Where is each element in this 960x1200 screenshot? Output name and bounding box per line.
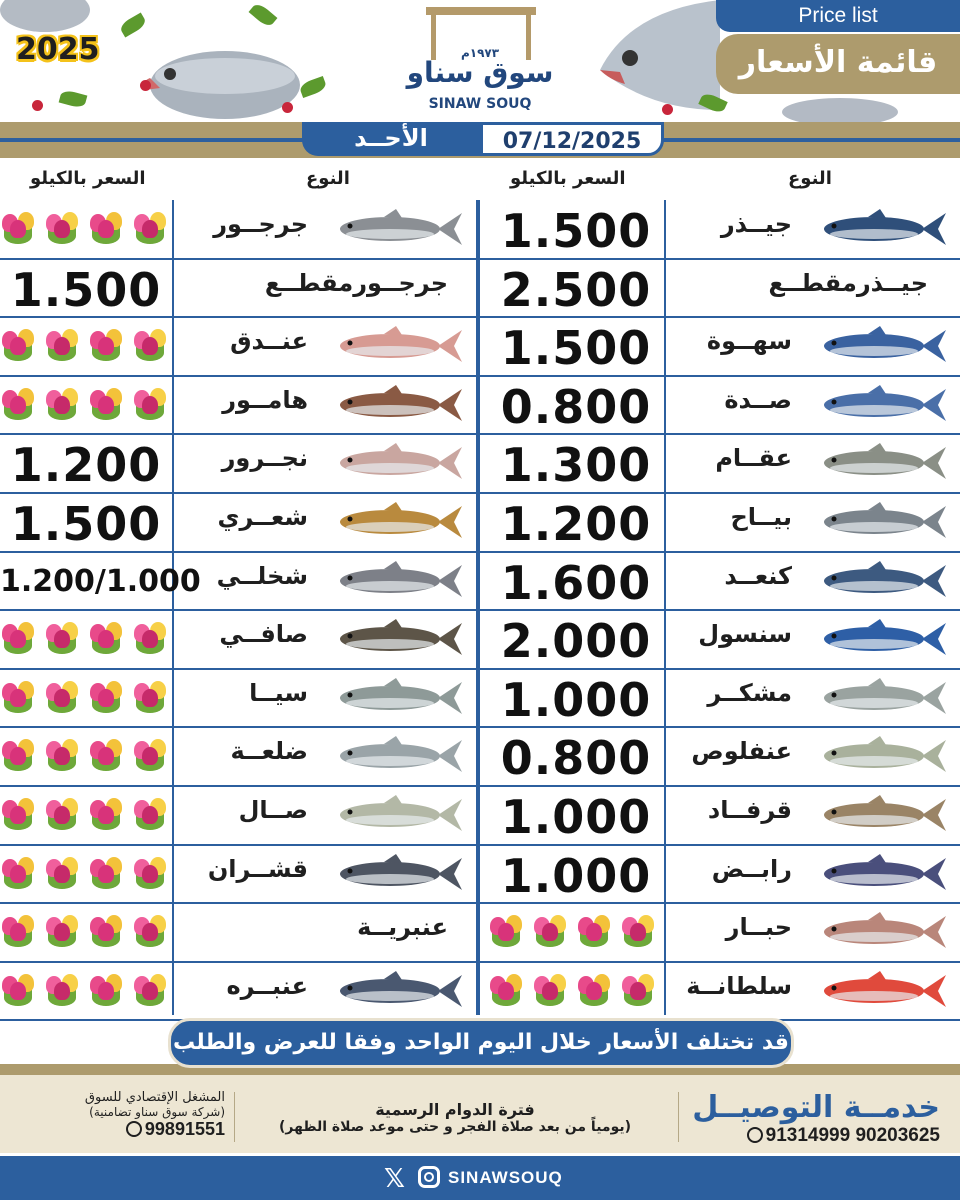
not-available-flowers	[488, 913, 656, 949]
price-value: 0.800	[500, 731, 652, 786]
right-table-row	[480, 317, 960, 375]
fish-icon	[334, 500, 464, 544]
fish-name: حبــار	[725, 913, 792, 942]
fish-name: مشكــر	[707, 678, 792, 707]
fish-name: جرجــورمقطــع	[264, 268, 448, 297]
flower-petal	[586, 982, 602, 1000]
fish-name: عنفلوص	[691, 737, 792, 766]
price-notice: قد تختلف الأسعار خلال اليوم الواحد وفقا للعرض والطلب	[168, 1018, 794, 1068]
flower-petal	[142, 865, 158, 883]
flower-petal	[98, 630, 114, 648]
social-bar	[0, 1156, 960, 1200]
fish-icon	[334, 441, 464, 485]
not-available-flowers	[0, 210, 168, 246]
not-available-flowers	[0, 679, 168, 715]
right-table-row	[480, 903, 960, 961]
right-table-row	[480, 962, 960, 1020]
operator-company: (شركة سوق سناو تضامنية)	[89, 1105, 225, 1119]
fish-icon	[334, 676, 464, 720]
flower-petal	[10, 689, 26, 707]
fish-image	[818, 852, 948, 900]
fish-icon	[818, 500, 948, 544]
fish-image	[818, 793, 948, 841]
fish-name: شخلــي	[216, 561, 308, 590]
flower-petal	[630, 982, 646, 1000]
flower-icon	[88, 796, 124, 832]
fish-name: سنسول	[698, 620, 792, 649]
fish-name: كنعــد	[724, 561, 792, 590]
price-value: 1.500	[500, 204, 652, 258]
flower-petal	[54, 982, 70, 1000]
flower-icon	[620, 972, 656, 1008]
delivery-section	[690, 1090, 940, 1147]
flower-icon	[44, 855, 80, 891]
operator-section	[20, 1090, 225, 1140]
hours-title: فترة الدوام الرسمية	[375, 1100, 535, 1119]
flower-petal	[98, 396, 114, 414]
flower-petal	[10, 396, 26, 414]
fish-name: نجــرور	[221, 444, 308, 473]
hours-detail: (يومياً من بعد صلاة الفجر و حتى موعد صلاة الظهر)	[278, 1119, 632, 1135]
right-price-header: السعر بالكيلو	[510, 168, 626, 189]
right-table-row	[480, 376, 960, 434]
left-table-row	[0, 317, 476, 375]
pepper-berry	[662, 104, 673, 115]
delivery-phones	[690, 1125, 940, 1147]
flower-icon	[44, 913, 80, 949]
flower-petal	[98, 865, 114, 883]
fish-name: صــدة	[724, 385, 792, 414]
fish-name: صــال	[238, 796, 308, 824]
flower-petal	[10, 630, 26, 648]
pepper-berry	[282, 102, 293, 113]
flower-petal	[142, 220, 158, 238]
right-table-row	[480, 786, 960, 844]
flower-petal	[586, 923, 602, 941]
not-available-flowers	[0, 386, 168, 422]
herb-leaf	[249, 1, 278, 28]
flower-petal	[98, 220, 114, 238]
flower-icon	[0, 620, 36, 656]
fish-name: بيــاح	[730, 503, 792, 531]
fish-image	[818, 910, 948, 958]
fish-icon	[334, 969, 464, 1013]
flower-icon	[88, 210, 124, 246]
left-table-row	[0, 259, 476, 317]
flower-petal	[142, 806, 158, 824]
herb-leaf	[59, 89, 88, 109]
flower-icon	[44, 327, 80, 363]
price-value: 1.500	[500, 321, 652, 376]
fish-image	[818, 559, 948, 607]
x-icon[interactable]: 𝕏	[384, 1164, 405, 1194]
flower-petal	[54, 747, 70, 765]
flower-icon	[132, 210, 168, 246]
price-value: 1.200	[500, 497, 652, 551]
flower-icon	[88, 620, 124, 656]
flower-petal	[10, 865, 26, 883]
fish-icon	[334, 324, 464, 368]
flower-petal	[542, 923, 558, 941]
fish-image	[818, 617, 948, 665]
flower-petal	[142, 747, 158, 765]
fish-image	[818, 383, 948, 431]
fish-icon	[818, 910, 948, 954]
left-table-row	[0, 903, 476, 961]
flower-icon	[0, 796, 36, 832]
price-value: 1.500	[10, 262, 162, 317]
flower-petal	[54, 396, 70, 414]
flower-icon	[44, 386, 80, 422]
flower-icon	[132, 327, 168, 363]
left-table-row	[0, 962, 476, 1020]
fish-name: سلطانــة	[686, 971, 792, 1000]
flower-petal	[98, 806, 114, 824]
flower-icon	[44, 620, 80, 656]
flower-icon	[532, 972, 568, 1008]
flower-icon	[88, 737, 124, 773]
flower-icon	[488, 972, 524, 1008]
fish-name: رابــض	[711, 854, 792, 883]
flower-petal	[54, 630, 70, 648]
flower-icon	[44, 737, 80, 773]
flower-icon	[576, 972, 612, 1008]
flower-petal	[542, 982, 558, 1000]
flower-petal	[54, 220, 70, 238]
flower-icon	[532, 913, 568, 949]
sinaw-souq-logo	[405, 8, 555, 116]
flower-petal	[98, 747, 114, 765]
fish-image	[818, 734, 948, 782]
flower-icon	[132, 913, 168, 949]
flower-petal	[630, 923, 646, 941]
fish-name: جيــذرمقطــع	[768, 268, 928, 297]
price-value: 1.200/1.000	[0, 563, 201, 599]
fish-name: عنبــره	[226, 971, 308, 1000]
fish-image	[334, 500, 464, 548]
left-table-row	[0, 610, 476, 668]
flower-icon	[44, 679, 80, 715]
flower-icon	[44, 796, 80, 832]
date-bar	[0, 122, 960, 158]
left-table-row	[0, 200, 476, 258]
flower-petal	[98, 982, 114, 1000]
decorative-fish-left-2	[0, 0, 90, 40]
left-table-row	[0, 786, 476, 844]
price-value: 1.000	[500, 790, 652, 844]
not-available-flowers	[0, 796, 168, 832]
flower-icon	[0, 386, 36, 422]
price-value: 1.300	[500, 438, 652, 493]
flower-petal	[10, 747, 26, 765]
flower-petal	[54, 923, 70, 941]
flower-petal	[498, 982, 514, 1000]
fish-icon	[334, 734, 464, 778]
decorative-fish-left	[140, 30, 300, 122]
flower-petal	[10, 923, 26, 941]
fish-name: سهــوة	[706, 327, 792, 356]
left-table-row	[0, 493, 476, 551]
flower-icon	[132, 855, 168, 891]
price-value: 1.600	[500, 555, 652, 610]
flower-icon	[488, 913, 524, 949]
fish-icon	[818, 383, 948, 427]
logo-arabic: سوق سناو	[406, 56, 554, 89]
fish-image	[334, 617, 464, 665]
right-table-row	[480, 259, 960, 317]
flower-petal	[54, 337, 70, 355]
fish-image	[334, 793, 464, 841]
flower-icon	[0, 327, 36, 363]
fish-image	[818, 676, 948, 724]
fish-image	[818, 500, 948, 548]
left-table-row	[0, 727, 476, 785]
flower-icon	[88, 972, 124, 1008]
flower-petal	[54, 806, 70, 824]
price-list-title-ar: قائمة الأسعار	[716, 34, 960, 94]
left-price-header: السعر بالكيلو	[30, 168, 146, 189]
flower-petal	[10, 982, 26, 1000]
price-value: 2.000	[500, 614, 652, 669]
not-available-flowers	[0, 972, 168, 1008]
flower-icon	[44, 972, 80, 1008]
operator-phone	[20, 1119, 225, 1140]
flower-icon	[88, 679, 124, 715]
flower-petal	[54, 865, 70, 883]
right-table-row	[480, 845, 960, 903]
delivery-phone-numbers: 91314999 90203625	[765, 1125, 940, 1146]
flower-icon	[132, 386, 168, 422]
fish-icon	[334, 559, 464, 603]
fish-name: سيــا	[249, 678, 308, 707]
fish-image	[334, 441, 464, 489]
flower-icon	[0, 737, 36, 773]
flower-icon	[88, 386, 124, 422]
not-available-flowers	[0, 855, 168, 891]
flower-petal	[142, 337, 158, 355]
flower-petal	[142, 689, 158, 707]
right-table-row	[480, 610, 960, 668]
flower-icon	[0, 679, 36, 715]
fish-image	[334, 559, 464, 607]
instagram-icon[interactable]	[418, 1166, 440, 1188]
hours-section	[240, 1100, 670, 1135]
fish-icon	[818, 617, 948, 661]
flower-petal	[142, 396, 158, 414]
whatsapp-icon	[747, 1127, 763, 1143]
flower-petal	[98, 923, 114, 941]
price-value: 2.500	[500, 262, 652, 317]
flower-icon	[132, 679, 168, 715]
logo-year: ١٩٧٣م	[460, 46, 500, 60]
fish-name: عنبريــة	[357, 913, 448, 942]
fish-image	[818, 441, 948, 489]
left-table-row	[0, 845, 476, 903]
flower-petal	[54, 689, 70, 707]
fish-name: عنــدق	[230, 327, 308, 356]
flower-icon	[132, 620, 168, 656]
social-handle[interactable]: SINAWSOUQ	[448, 1168, 563, 1187]
not-available-flowers	[0, 737, 168, 773]
fish-name: هامــور	[222, 385, 308, 414]
left-table-row	[0, 376, 476, 434]
fish-name: جيــذر	[720, 210, 792, 238]
fish-icon	[334, 383, 464, 427]
fish-image	[334, 734, 464, 782]
footer-divider	[234, 1092, 235, 1142]
fish-image	[818, 324, 948, 372]
fish-icon	[818, 207, 948, 251]
operator-title: المشغل الإقتصادي للسوق	[84, 1090, 225, 1105]
whatsapp-icon	[126, 1121, 142, 1137]
right-table-row	[480, 727, 960, 785]
fish-name: شعــري	[217, 503, 308, 531]
fish-image	[334, 676, 464, 724]
left-table-row	[0, 552, 476, 610]
delivery-title: خدمــة التوصيــل	[692, 1090, 940, 1125]
flower-icon	[88, 913, 124, 949]
right-table-row	[480, 669, 960, 727]
fish-icon	[334, 617, 464, 661]
flower-icon	[0, 855, 36, 891]
price-value: 1.500	[10, 497, 162, 551]
price-value: 1.000	[500, 848, 652, 903]
not-available-flowers	[488, 972, 656, 1008]
flower-icon	[0, 972, 36, 1008]
fish-icon	[818, 852, 948, 896]
operator-phone-number: 99891551	[144, 1119, 225, 1139]
logo-english: SINAW SOUQ	[428, 96, 532, 112]
not-available-flowers	[0, 620, 168, 656]
flower-icon	[0, 913, 36, 949]
flower-petal	[142, 982, 158, 1000]
flower-icon	[132, 737, 168, 773]
fish-image	[818, 207, 948, 255]
footer-divider	[678, 1092, 679, 1142]
price-value: 1.200	[10, 438, 162, 493]
fish-name: ضلعــة	[230, 737, 308, 766]
price-table	[0, 160, 960, 1015]
fish-name: جرجــور	[213, 210, 308, 238]
decorative-fish-right-2	[780, 92, 900, 122]
left-type-header: النوع	[306, 168, 350, 189]
fish-icon	[818, 734, 948, 778]
not-available-flowers	[0, 913, 168, 949]
fish-image	[334, 207, 464, 255]
left-table-row	[0, 669, 476, 727]
flower-icon	[132, 796, 168, 832]
right-table-row	[480, 493, 960, 551]
price-value: 0.800	[500, 379, 652, 434]
left-table-row	[0, 434, 476, 492]
fish-name: عقــام	[715, 444, 792, 473]
flower-petal	[142, 923, 158, 941]
fish-icon	[334, 793, 464, 837]
fish-name: صافــي	[219, 620, 308, 649]
fish-icon	[818, 559, 948, 603]
flower-petal	[498, 923, 514, 941]
flower-icon	[88, 855, 124, 891]
not-available-flowers	[0, 327, 168, 363]
fish-icon	[818, 676, 948, 720]
herb-leaf	[698, 91, 727, 115]
right-table-row	[480, 434, 960, 492]
flower-petal	[10, 220, 26, 238]
flower-icon	[576, 913, 612, 949]
flower-icon	[88, 327, 124, 363]
flower-icon	[620, 913, 656, 949]
fish-image	[334, 383, 464, 431]
price-value: 1.000	[500, 672, 652, 727]
fish-name: قرفــاد	[707, 796, 792, 824]
fish-icon	[334, 207, 464, 251]
pepper-berry	[140, 80, 151, 91]
fish-icon	[818, 324, 948, 368]
flower-icon	[132, 972, 168, 1008]
fish-icon	[818, 969, 948, 1013]
flower-icon	[0, 210, 36, 246]
fish-image	[334, 852, 464, 900]
flower-petal	[10, 337, 26, 355]
fish-name: قشــران	[207, 854, 308, 883]
flower-petal	[10, 806, 26, 824]
right-type-header: النوع	[788, 168, 832, 189]
herb-leaf	[298, 76, 327, 98]
price-list-title-en: Price list	[716, 0, 960, 32]
date: 07/12/2025	[480, 122, 664, 156]
fish-icon	[334, 852, 464, 896]
fish-icon	[818, 441, 948, 485]
day-of-week: الأحــد	[302, 122, 480, 156]
pepper-berry	[32, 100, 43, 111]
fish-icon	[818, 793, 948, 837]
right-table-row	[480, 200, 960, 258]
flower-petal	[142, 630, 158, 648]
year-badge: 2025	[16, 32, 100, 67]
flower-petal	[98, 337, 114, 355]
decorative-fish-right	[590, 0, 720, 110]
right-table-row	[480, 552, 960, 610]
flower-petal	[98, 689, 114, 707]
fish-image	[334, 969, 464, 1017]
fish-image	[818, 969, 948, 1017]
flower-icon	[44, 210, 80, 246]
fish-image	[334, 324, 464, 372]
header	[0, 0, 960, 122]
